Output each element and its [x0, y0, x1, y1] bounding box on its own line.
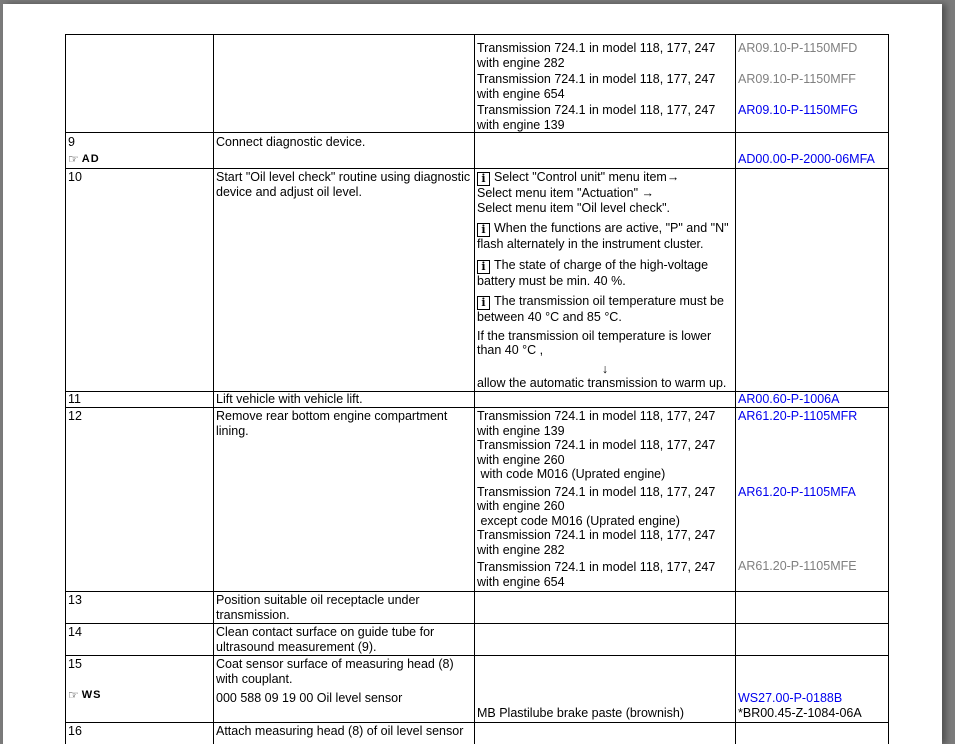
- table-row: [66, 408, 889, 592]
- note-text: Select menu item "Actuation" →: [477, 186, 733, 201]
- table-row: [66, 656, 889, 723]
- tool-text: 000 588 09 19 00 Oil level sensor: [216, 691, 472, 706]
- note-text: Select "Control unit" menu item→: [494, 170, 679, 184]
- note-text: The transmission oil temperature must be between 40 °C and 85 °C.: [477, 294, 724, 324]
- info-icon: i: [477, 223, 490, 237]
- reference-link[interactable]: AR61.20-P-1105MFR: [738, 409, 886, 424]
- transmission-variant: Transmission 724.1 in model 118, 177, 247 with engine 139: [477, 409, 733, 438]
- table-row: [66, 392, 889, 408]
- action-cell: [214, 723, 475, 744]
- step-number-cell: [66, 392, 214, 408]
- step-number-cell: [66, 133, 214, 169]
- symbol-label: AD: [82, 152, 100, 167]
- workshop-equipment-symbol: [68, 688, 211, 703]
- table-row: [66, 624, 889, 656]
- step-number: 16: [68, 724, 211, 739]
- reference-link[interactable]: AD00.00-P-2000-06MFA: [738, 152, 886, 167]
- reference-link[interactable]: AR09.10-P-1150MFG: [738, 103, 886, 118]
- transmission-variant: Transmission 724.1 in model 118, 177, 247 with engine 654: [477, 72, 733, 101]
- reference-link[interactable]: AR09.10-P-1150MFD: [738, 41, 886, 56]
- action-cell: [214, 133, 475, 169]
- notes-cell: [475, 169, 736, 392]
- action-cell: [214, 392, 475, 408]
- transmission-variant: Transmission 724.1 in model 118, 177, 247 with engine 260: [477, 438, 733, 467]
- note-text: When the functions are active, "P" and "N" flash alternately in the instrument cluster.: [477, 221, 729, 251]
- info-note: [477, 170, 733, 186]
- table-row: [66, 35, 889, 133]
- step-number: 11: [68, 392, 211, 407]
- diagnosis-symbol: [68, 152, 211, 167]
- table-row: [66, 133, 889, 169]
- step-number-cell: [66, 35, 214, 133]
- step-number-cell: [66, 592, 214, 624]
- code-condition: with code M016 (Uprated engine): [477, 467, 733, 482]
- notes-cell: [475, 133, 736, 169]
- info-icon: i: [477, 260, 490, 274]
- reference-cell: [736, 35, 889, 133]
- notes-cell: [475, 592, 736, 624]
- pointing-hand-icon: ☞: [68, 688, 80, 703]
- procedure-table: [65, 34, 889, 744]
- transmission-variant: Transmission 724.1 in model 118, 177, 247 with engine 282: [477, 528, 733, 557]
- code-condition: except code M016 (Uprated engine): [477, 514, 733, 529]
- condition-text: If the transmission oil temperature is lower than 40 °C ,: [477, 329, 733, 358]
- reference-cell: [736, 392, 889, 408]
- table-row: [66, 169, 889, 392]
- reference-cell: [736, 592, 889, 624]
- step-action: Remove rear bottom engine compartment lining.: [216, 409, 472, 438]
- action-cell: [214, 408, 475, 592]
- action-cell: [214, 624, 475, 656]
- reference-link[interactable]: AR61.20-P-1105MFA: [738, 485, 886, 500]
- reference-cell: [736, 624, 889, 656]
- step-number: 14: [68, 625, 211, 640]
- step-number: 13: [68, 593, 211, 608]
- pointing-hand-icon: ☞: [68, 152, 80, 167]
- step-action: Connect diagnostic device.: [216, 135, 472, 150]
- step-number: 12: [68, 409, 211, 424]
- transmission-variant: Transmission 724.1 in model 118, 177, 247 with engine 654: [477, 560, 733, 589]
- step-action: Coat sensor surface of measuring head (8) with couplant.: [216, 657, 472, 686]
- step-number-cell: [66, 656, 214, 723]
- step-number: 9: [68, 135, 211, 150]
- action-cell: [214, 35, 475, 133]
- symbol-label: WS: [82, 688, 102, 703]
- notes-cell: [475, 723, 736, 744]
- step-action: Clean contact surface on guide tube for ultrasound measurement (9).: [216, 625, 472, 654]
- reference-link[interactable]: AR09.10-P-1150MFF: [738, 72, 886, 87]
- action-cell: [214, 656, 475, 723]
- document-page: [3, 4, 942, 744]
- step-number-cell: [66, 624, 214, 656]
- notes-cell: [475, 656, 736, 723]
- step-number-cell: [66, 408, 214, 592]
- reference-cell: [736, 723, 889, 744]
- reference-link[interactable]: WS27.00-P-0188B: [738, 691, 886, 706]
- table-row: [66, 592, 889, 624]
- reference-link[interactable]: AR00.60-P-1006A: [738, 392, 886, 407]
- step-number: 10: [68, 170, 211, 185]
- info-icon: i: [477, 172, 490, 186]
- step-action: Attach measuring head (8) of oil level sensor: [216, 724, 472, 739]
- info-icon: i: [477, 296, 490, 310]
- action-cell: [214, 169, 475, 392]
- note-text: The state of charge of the high-voltage battery must be min. 40 %.: [477, 258, 708, 288]
- info-note: [477, 221, 733, 252]
- info-note: [477, 294, 733, 325]
- info-note: [477, 258, 733, 289]
- step-number-cell: [66, 169, 214, 392]
- reference-link[interactable]: AR61.20-P-1105MFE: [738, 559, 886, 574]
- reference-code: *BR00.45-Z-1084-06A: [738, 706, 886, 721]
- notes-cell: [475, 35, 736, 133]
- step-action: Start "Oil level check" routine using diagnostic device and adjust oil level.: [216, 170, 472, 199]
- reference-cell: [736, 408, 889, 592]
- notes-cell: [475, 624, 736, 656]
- step-number: 15: [68, 657, 211, 672]
- note-text: Select menu item "Oil level check".: [477, 201, 733, 216]
- arrow-down-icon: ↓: [477, 362, 733, 377]
- step-action: Position suitable oil receptacle under transmission.: [216, 593, 472, 622]
- reference-cell: [736, 133, 889, 169]
- reference-cell: [736, 656, 889, 723]
- step-action: Lift vehicle with vehicle lift.: [216, 392, 472, 407]
- table-row: [66, 723, 889, 744]
- transmission-variant: Transmission 724.1 in model 118, 177, 247 with engine 260: [477, 485, 733, 514]
- notes-cell: [475, 408, 736, 592]
- transmission-variant: Transmission 724.1 in model 118, 177, 247 with engine 282: [477, 41, 733, 70]
- transmission-variant: Transmission 724.1 in model 118, 177, 247 with engine 139: [477, 103, 733, 132]
- action-cell: [214, 592, 475, 624]
- notes-cell: [475, 392, 736, 408]
- reference-cell: [736, 169, 889, 392]
- step-number-cell: [66, 723, 214, 744]
- material-text: MB Plastilube brake paste (brownish): [477, 706, 733, 721]
- result-text: allow the automatic transmission to warm up.: [477, 376, 733, 391]
